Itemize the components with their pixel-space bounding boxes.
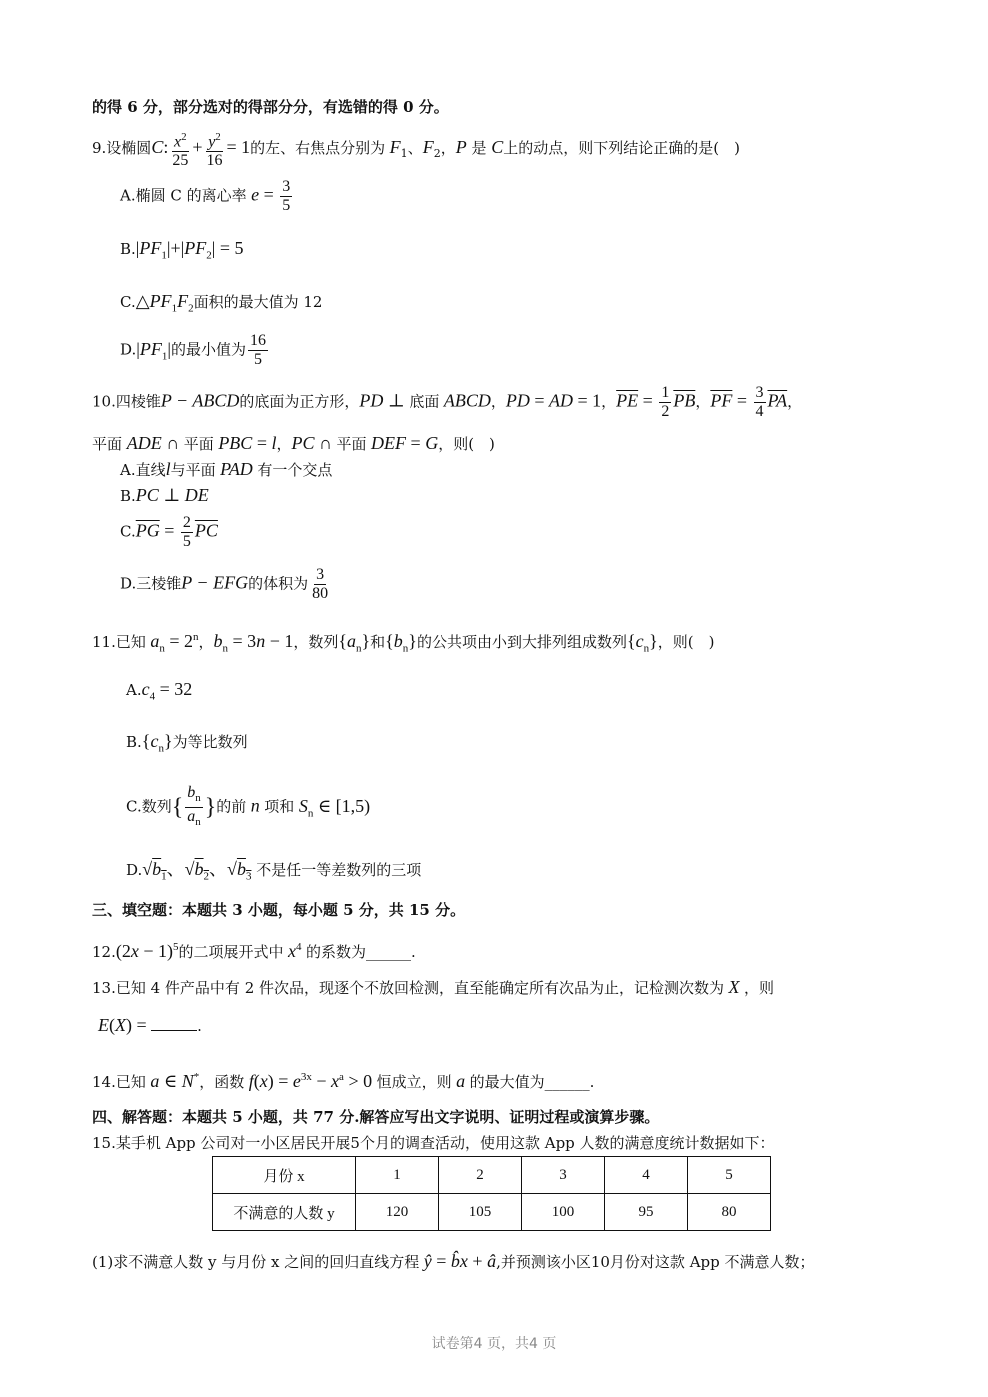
table-cell: 2 [439, 1157, 522, 1194]
q10-option-a: A.直线l与平面 PAD 有一个交点 [120, 459, 333, 479]
section-3-heading: 三、填空题：本题共 3 小题，每小题 5 分，共 15 分。 [92, 901, 466, 919]
question-11-stem: 11.已知 $a_n = 2^n$，$b_n = 3n - 1$，数列$\{a_n\}$和$\{b_n\}$的公共项由小到大排列组成数列$\{c_n\}$，则( ) [92, 631, 715, 655]
q10-option-b: B.PC ⊥ DE [120, 485, 209, 505]
table-header-cell: 不满意的人数 y [213, 1194, 356, 1231]
q9-option-d: $D.|PF_1|$的最小值为 $\frac{16}{5}$ [120, 332, 266, 368]
table-row [213, 1194, 771, 1231]
table-cell: 80 [688, 1194, 771, 1231]
section-4-heading: 四、解答题：本题共 5 小题，共 77 分.解答应写出文字说明、证明过程或演算步骤。 [92, 1108, 660, 1126]
q11-option-b: $B.\{c_n\}$为等比数列 [126, 731, 248, 755]
table-cell: 100 [522, 1194, 605, 1231]
table-cell: 4 [605, 1157, 688, 1194]
question-10-stem: 10.四棱锥P − ABCD的底面为正方形，PD ⊥ 底面 ABCD，PD = AD = 1，$\overline{PE}$ = $\frac{1}{2}$ $\overline{PB}$，$\overline{PF}$ = $\frac{3}{4}$ $\overline{PA}$， [92, 384, 803, 420]
question-9-stem: 9.设椭圆C: $\frac{x^2}{25}$ + $\frac{y^2}{16}$ = 1的左、右焦点分别为 $F_1$、$F_2$，P 是 C上的动点，则下列结论正确的是( ) [92, 128, 740, 170]
q9-option-b: $B.|PF_1|+|PF_2| = 5$ [120, 238, 244, 262]
q9-option-c: $C.\triangle PF_1F_2$面积的最大值为 12 [120, 291, 323, 315]
q11-option-a: $A.c_4 = 32$ [126, 679, 193, 703]
q10-option-c: $C.\overline{PG}$ = $\frac{2}{5}$ $\overline{PC}$ [120, 514, 218, 550]
table-row [213, 1157, 771, 1194]
question-13-line1: 13.已知 4 件产品中有 2 件次品，现逐个不放回检测，直至能确定所有次品为止，记检测次数为 X ，则 [92, 977, 775, 997]
question-15-part1: (1)求不满意人数 y 与月份 x 之间的回归直线方程 ŷ = b̂x + â,并预测该小区10月份对这款 App 不满意人数； [92, 1251, 815, 1271]
question-14: 14.已知 a ∈ N*，函数 $f(x) = e^{3x} - x^a > 0$ 恒成立，则 a 的最大值为______. [92, 1071, 595, 1091]
table-cell: 105 [439, 1194, 522, 1231]
table-cell: 120 [356, 1194, 439, 1231]
question-15-intro: 15.某手机 App 公司对一小区居民开展5个月的调查活动，使用这款 App 人数的满意度统计数据如下： [92, 1134, 775, 1152]
q10-option-d: D.三棱锥P − EFG的体积为 $\frac{3}{80}$ [120, 566, 329, 602]
q9-option-a: A.椭圆 C 的离心率 e = $\frac{3}{5}$ [120, 178, 291, 214]
q11-option-d: $D.√b_1$、$√b_2$、$√b_3$ 不是任一等差数列的三项 [126, 859, 422, 883]
survey-table [212, 1156, 771, 1231]
question-12: $12.(2x - 1)^5$的二项展开式中 $x^4$ 的系数为______. [92, 941, 416, 961]
q11-option-c: C.数列{ $\frac{b_n}{a_n}$ }的前 n 项和 $S_n$ ∈ [1,5) [126, 784, 371, 829]
table-header-cell: 月份 x [213, 1157, 356, 1194]
intro-line: 的得 6 分，部分选对的得部分分，有选错的得 0 分。 [92, 98, 449, 116]
table-cell: 1 [356, 1157, 439, 1194]
question-10-line2: 平面 ADE ∩ 平面 PBC = l，PC ∩ 平面 DEF = G，则( ) [92, 433, 495, 453]
table-cell: 95 [605, 1194, 688, 1231]
table-cell: 5 [688, 1157, 771, 1194]
table-cell: 3 [522, 1157, 605, 1194]
page-footer: 试卷第4 页，共4 页 [431, 1336, 557, 1352]
question-13-line2: E(X) = . [98, 1015, 202, 1035]
